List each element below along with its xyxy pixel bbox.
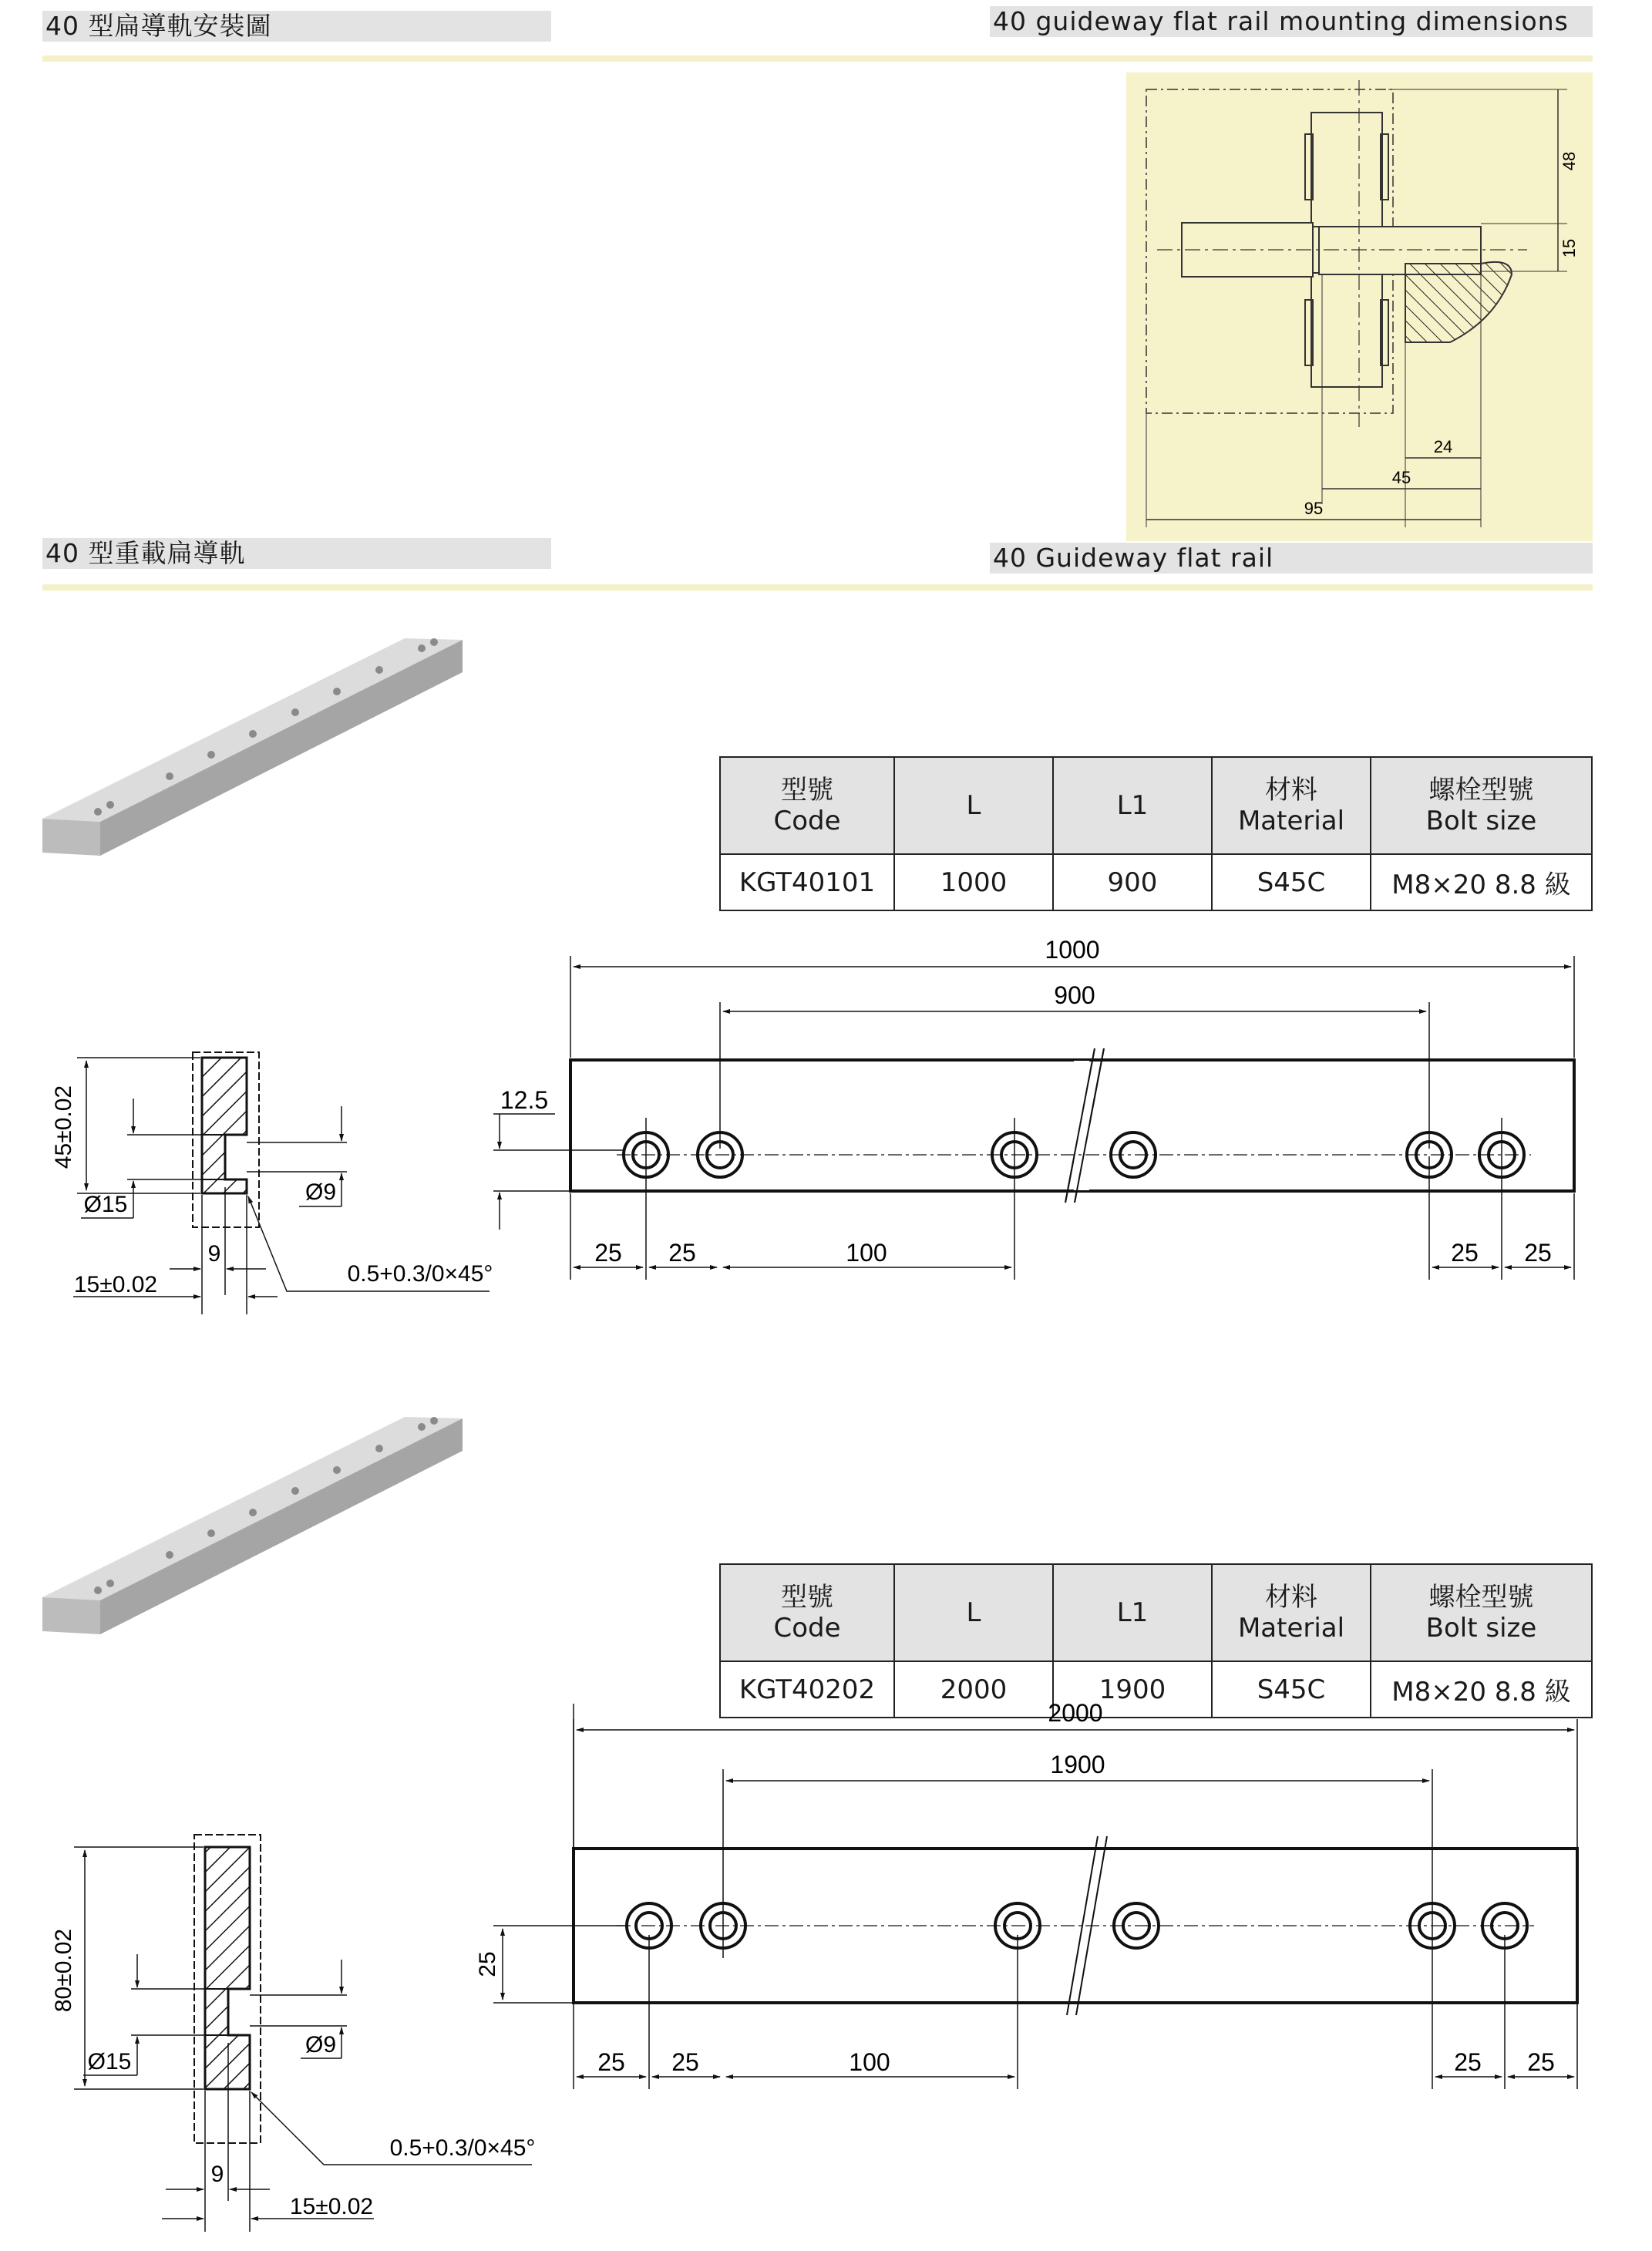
dim-25b: 25 — [668, 1239, 696, 1267]
section-chamfer: 0.5+0.3/0×45° — [389, 2135, 536, 2161]
dim-25a: 25 — [597, 2048, 625, 2076]
col-bolt-en: Bolt size — [1425, 1613, 1537, 1644]
rail-drawing-1 — [0, 925, 1652, 1326]
spec-table-2 — [719, 1563, 1593, 1718]
col-material-en: Material — [1237, 806, 1345, 836]
cell-bolt: M8×20 8.8 級 — [1371, 1661, 1592, 1718]
col-material-cn: 材料 — [1265, 775, 1317, 806]
mounting-drawing — [1126, 72, 1593, 541]
header-install-en: 40 guideway flat rail mounting dimensions — [990, 6, 1593, 37]
col-code-cn: 型號 — [781, 1582, 833, 1613]
dim-25a: 25 — [594, 1239, 622, 1267]
rail-photo-2 — [42, 1403, 474, 1650]
col-material — [1212, 1564, 1371, 1661]
mounting-drawing-panel — [1126, 72, 1593, 541]
section-height: 80±0.02 — [51, 1928, 76, 2013]
dim-25d: 25 — [1527, 2048, 1555, 2076]
dim-95: 95 — [1304, 499, 1324, 518]
table-row — [720, 854, 1592, 910]
dim-25b: 25 — [671, 2048, 699, 2076]
col-l: L — [894, 1564, 1053, 1661]
dim-25d: 25 — [1524, 1239, 1552, 1267]
col-l: L — [894, 757, 1053, 854]
col-material — [1212, 757, 1371, 854]
section-width: 15±0.02 — [289, 2194, 374, 2219]
dim-100: 100 — [849, 2048, 890, 2076]
section-depth: 9 — [210, 2162, 224, 2187]
section-hole: Ø9 — [304, 1179, 337, 1205]
col-code — [720, 1564, 894, 1661]
header-rail-en: 40 Guideway flat rail — [990, 543, 1593, 574]
section-depth: 9 — [207, 1241, 221, 1267]
dim-total: 1000 — [1045, 936, 1100, 964]
section-width: 15±0.02 — [73, 1272, 158, 1297]
cell-material: S45C — [1212, 854, 1371, 910]
col-code-en: Code — [773, 1613, 841, 1644]
header-rule-2 — [42, 584, 1593, 591]
cell-code: KGT40202 — [720, 1661, 894, 1718]
col-l1: L1 — [1053, 757, 1212, 854]
section-chamfer: 0.5+0.3/0×45° — [347, 1261, 493, 1287]
dim-24: 24 — [1433, 437, 1453, 456]
col-bolt — [1371, 1564, 1592, 1661]
dim-pitch-span: 900 — [1054, 981, 1095, 1009]
dim-100: 100 — [846, 1239, 887, 1267]
cell-material: S45C — [1212, 1661, 1371, 1718]
rail-drawing-2 — [0, 1704, 1652, 2236]
dim-48: 48 — [1559, 151, 1579, 171]
dim-total: 2000 — [1048, 1704, 1103, 1727]
dim-offset: 12.5 — [500, 1086, 549, 1114]
spec-table-1 — [719, 756, 1593, 911]
cell-code: KGT40101 — [720, 854, 894, 910]
dim-pitch-span: 1900 — [1050, 1751, 1105, 1778]
col-l1: L1 — [1053, 1564, 1212, 1661]
section-hole: Ø9 — [304, 2032, 337, 2058]
col-material-en: Material — [1237, 1613, 1345, 1644]
rail-photo-1 — [42, 624, 474, 871]
dim-15: 15 — [1559, 238, 1579, 258]
col-code-cn: 型號 — [781, 775, 833, 806]
cell-l: 1000 — [894, 854, 1053, 910]
col-code — [720, 757, 894, 854]
header-rail-cn: 40 型重載扁導軌 — [42, 538, 551, 569]
cell-l1: 900 — [1053, 854, 1212, 910]
col-bolt-en: Bolt size — [1425, 806, 1537, 836]
header-install-cn: 40 型扁導軌安裝圖 — [42, 11, 551, 42]
cell-l: 2000 — [894, 1661, 1053, 1718]
dim-25c: 25 — [1451, 1239, 1479, 1267]
section-counterbore: Ø15 — [87, 2049, 132, 2074]
dim-45: 45 — [1391, 468, 1411, 487]
cell-l1: 1900 — [1053, 1661, 1212, 1718]
dim-offset: 25 — [475, 1951, 500, 1977]
col-bolt-cn: 螺栓型號 — [1428, 775, 1534, 806]
header-rule — [42, 56, 1593, 62]
col-bolt-cn: 螺栓型號 — [1428, 1582, 1534, 1613]
col-bolt — [1371, 757, 1592, 854]
section-counterbore: Ø15 — [83, 1192, 128, 1217]
cell-bolt: M8×20 8.8 級 — [1371, 854, 1592, 910]
dim-25c: 25 — [1454, 2048, 1482, 2076]
col-code-en: Code — [773, 806, 841, 836]
section-height: 45±0.02 — [51, 1085, 76, 1169]
col-material-cn: 材料 — [1265, 1582, 1317, 1613]
